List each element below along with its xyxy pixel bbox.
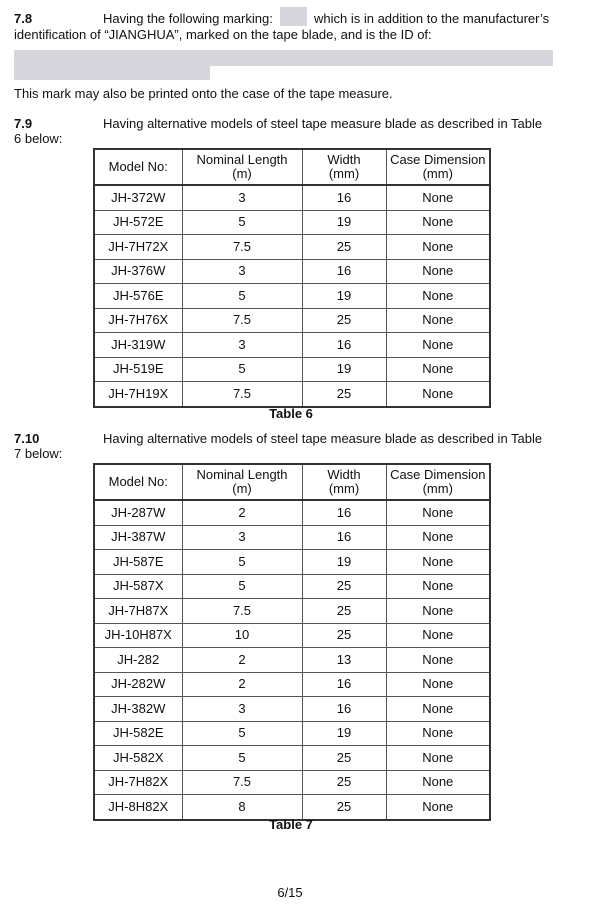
table-cell: JH-10H87X [94, 623, 182, 648]
table-cell: 25 [302, 770, 386, 795]
table-cell: None [386, 284, 490, 309]
section-7-10-line2: 7 below: [14, 446, 63, 461]
table-cell: 2 [182, 672, 302, 697]
column-header: Width (mm) [302, 464, 386, 500]
table-cell: None [386, 648, 490, 673]
table-cell: 5 [182, 284, 302, 309]
table-cell: JH-572E [94, 210, 182, 235]
table-cell: 16 [302, 672, 386, 697]
table-row [94, 648, 490, 673]
table-cell: None [386, 746, 490, 771]
table-cell: JH-376W [94, 259, 182, 284]
section-7-8-line2: identification of “JIANGHUA”, marked on the tape blade, and is the ID of: [14, 27, 432, 42]
table-cell: 5 [182, 357, 302, 382]
table-cell: JH-7H72X [94, 235, 182, 260]
table-cell: None [386, 185, 490, 210]
table-row [94, 599, 490, 624]
table-cell: None [386, 382, 490, 407]
table-row [94, 770, 490, 795]
table-row [94, 623, 490, 648]
table-row [94, 525, 490, 550]
table-cell: None [386, 308, 490, 333]
table-cell: 19 [302, 210, 386, 235]
section-7-9-line1: Having alternative models of steel tape measure blade as described in Table [103, 116, 543, 131]
table-row [94, 308, 490, 333]
table-cell: 3 [182, 259, 302, 284]
table-cell: None [386, 770, 490, 795]
table-cell: None [386, 599, 490, 624]
table-cell: JH-282W [94, 672, 182, 697]
table-cell: None [386, 697, 490, 722]
redacted-id-bar [14, 50, 553, 66]
table-cell: JH-387W [94, 525, 182, 550]
table-cell: None [386, 721, 490, 746]
section-7-8-text-b: which is in addition to the manufacturer’s [314, 11, 550, 26]
table-cell: 16 [302, 697, 386, 722]
table-cell: 25 [302, 574, 386, 599]
table-cell: JH-8H82X [94, 795, 182, 820]
column-header: Case Dimension (mm) [386, 149, 490, 185]
table-7 [93, 463, 491, 821]
table-cell: None [386, 525, 490, 550]
table-cell: 13 [302, 648, 386, 673]
table-cell: None [386, 672, 490, 697]
table-row [94, 210, 490, 235]
table-cell: None [386, 550, 490, 575]
table-cell: 2 [182, 648, 302, 673]
table-cell: 16 [302, 185, 386, 210]
redacted-id-bar-2 [14, 66, 210, 80]
table-row [94, 500, 490, 525]
table-cell: 19 [302, 721, 386, 746]
table-cell: 16 [302, 333, 386, 358]
table-header-row [94, 149, 490, 185]
table-row [94, 382, 490, 407]
table-row [94, 357, 490, 382]
table-cell: 5 [182, 721, 302, 746]
table-cell: JH-287W [94, 500, 182, 525]
table-row [94, 259, 490, 284]
table-cell: None [386, 210, 490, 235]
table-cell: 7.5 [182, 235, 302, 260]
table-row [94, 550, 490, 575]
table-cell: None [386, 259, 490, 284]
table-cell: None [386, 795, 490, 820]
column-header: Model No: [94, 464, 182, 500]
table-cell: None [386, 623, 490, 648]
section-7-8-text-a: Having the following marking: [103, 11, 273, 26]
section-7-9-line2: 6 below: [14, 131, 63, 146]
table-6-caption: Table 6 [269, 406, 313, 421]
table-cell: 19 [302, 284, 386, 309]
table-cell: 25 [302, 235, 386, 260]
table-row [94, 574, 490, 599]
table-cell: JH-7H87X [94, 599, 182, 624]
table-cell: 7.5 [182, 599, 302, 624]
section-7-8-note: This mark may also be printed onto the case of the tape measure. [14, 86, 393, 101]
table-cell: 10 [182, 623, 302, 648]
table-cell: 7.5 [182, 308, 302, 333]
table-row [94, 185, 490, 210]
table-cell: None [386, 574, 490, 599]
table-cell: 3 [182, 525, 302, 550]
page-number: 6/15 [277, 885, 303, 900]
table-cell: JH-582E [94, 721, 182, 746]
table-cell: 16 [302, 525, 386, 550]
table-cell: JH-7H82X [94, 770, 182, 795]
table-6 [93, 148, 491, 408]
table-cell: None [386, 333, 490, 358]
table-cell: JH-576E [94, 284, 182, 309]
table-cell: 5 [182, 550, 302, 575]
section-number-7-9: 7.9 [14, 116, 33, 131]
table-cell: JH-7H76X [94, 308, 182, 333]
table-cell: 3 [182, 333, 302, 358]
column-header: Nominal Length (m) [182, 149, 302, 185]
table-7-caption: Table 7 [269, 817, 313, 832]
table-cell: 19 [302, 550, 386, 575]
table-row [94, 284, 490, 309]
table-cell: JH-587X [94, 574, 182, 599]
table-cell: JH-7H19X [94, 382, 182, 407]
table-row [94, 697, 490, 722]
table-cell: JH-382W [94, 697, 182, 722]
section-number-7-10: 7.10 [14, 431, 40, 446]
table-cell: 5 [182, 210, 302, 235]
table-cell: JH-282 [94, 648, 182, 673]
table-cell: 7.5 [182, 382, 302, 407]
redacted-marking-image [280, 7, 307, 26]
table-cell: JH-587E [94, 550, 182, 575]
table-cell: 5 [182, 574, 302, 599]
column-header: Model No: [94, 149, 182, 185]
table-row [94, 333, 490, 358]
table-cell: JH-372W [94, 185, 182, 210]
section-number-7-8: 7.8 [14, 11, 33, 26]
table-row [94, 672, 490, 697]
table-cell: 5 [182, 746, 302, 771]
table-row [94, 721, 490, 746]
table-cell: 25 [302, 795, 386, 820]
table-row [94, 235, 490, 260]
table-cell: JH-519E [94, 357, 182, 382]
table-cell: 7.5 [182, 770, 302, 795]
table-cell: None [386, 500, 490, 525]
table-cell: 19 [302, 357, 386, 382]
table-header-row [94, 464, 490, 500]
column-header: Nominal Length (m) [182, 464, 302, 500]
table-cell: None [386, 357, 490, 382]
table-row [94, 795, 490, 820]
table-cell: 2 [182, 500, 302, 525]
table-cell: 25 [302, 308, 386, 333]
table-cell: 3 [182, 185, 302, 210]
table-cell: 25 [302, 746, 386, 771]
table-row [94, 746, 490, 771]
table-cell: None [386, 235, 490, 260]
column-header: Case Dimension (mm) [386, 464, 490, 500]
table-cell: 25 [302, 623, 386, 648]
table-cell: 3 [182, 697, 302, 722]
column-header: Width (mm) [302, 149, 386, 185]
table-cell: JH-319W [94, 333, 182, 358]
section-7-10-line1: Having alternative models of steel tape measure blade as described in Table [103, 431, 543, 446]
table-cell: 8 [182, 795, 302, 820]
table-cell: JH-582X [94, 746, 182, 771]
table-cell: 25 [302, 599, 386, 624]
table-cell: 16 [302, 500, 386, 525]
table-cell: 16 [302, 259, 386, 284]
table-cell: 25 [302, 382, 386, 407]
